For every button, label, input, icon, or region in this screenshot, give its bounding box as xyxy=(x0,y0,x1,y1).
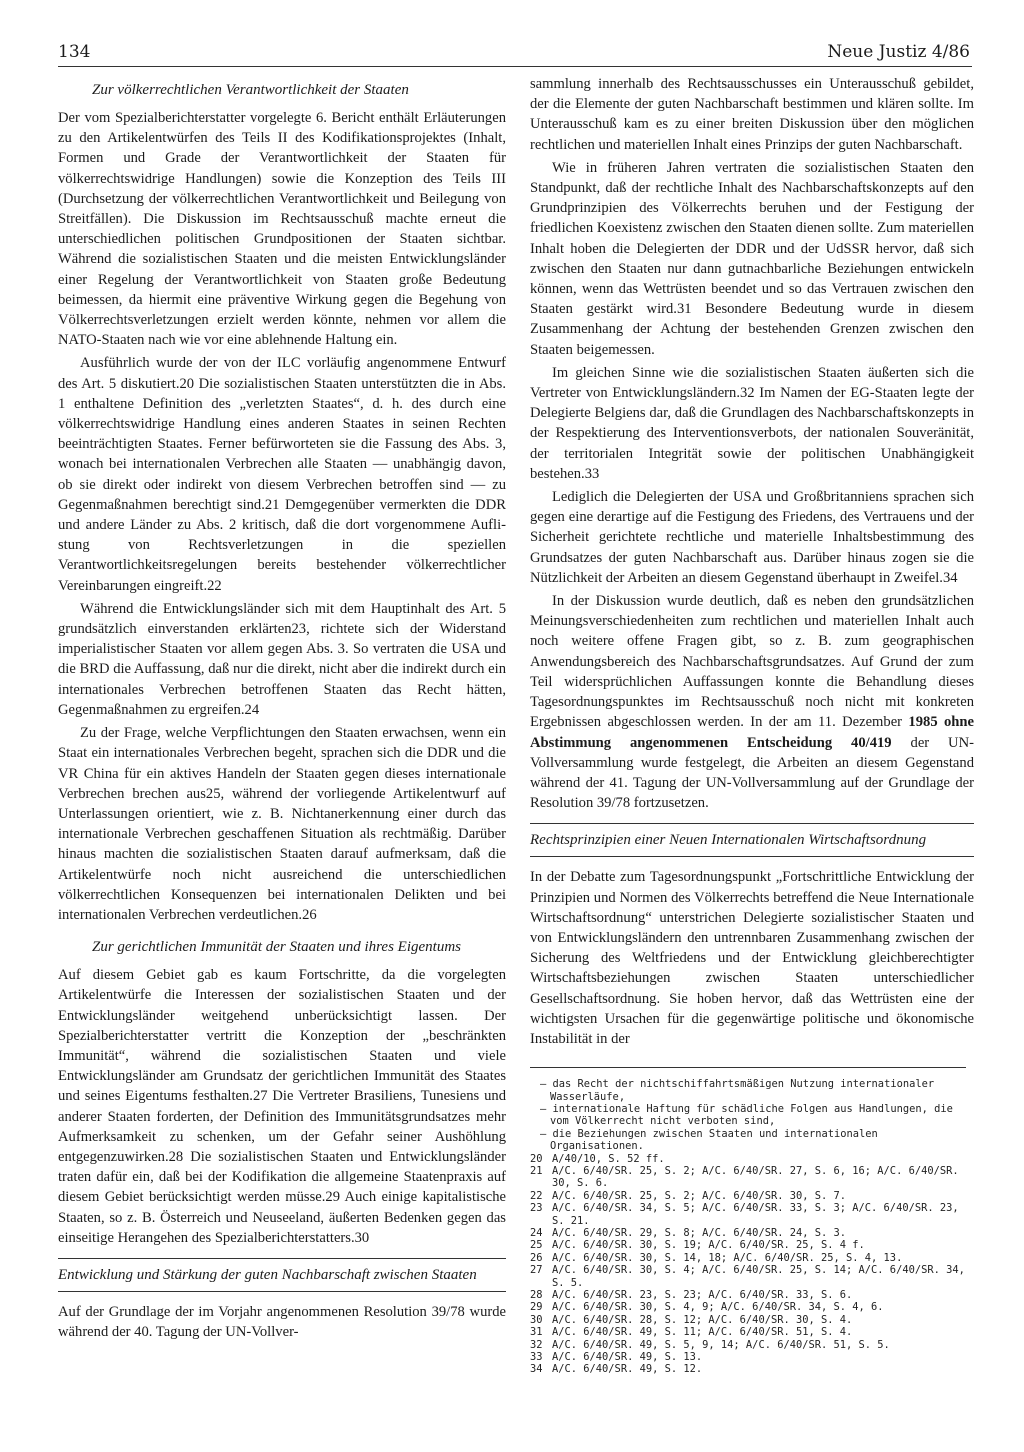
paragraph xyxy=(530,591,974,813)
paragraph: Zu der Frage, welche Verpflichtungen den Staaten erwachsen, wenn ein Staat ein internationales Verbrechen begeht, sprachen sich die DDR und die VR China für ein aktives Handeln der Staaten gegen dieses internationale Verbrechen brechen aus25, während der vorliegende Artikelentwurf auf Unterlassungen orientiert, wie z. B. Nichtanerkennung einer durch das internationale Verbrechen geschaffenen Situation als rechtmäßig. Darüber hinaus machten die sozialistischen Staaten darauf aufmerksam, daß die Artikelentwürfe noch nicht ausreichend die unterschiedlichen völkerrechtlichen Konsequenzen bei internationalen Delikten und bei internationalen Verbrechen verdeutlichen.26 xyxy=(58,725,506,923)
section-heading-immunity: Zur gerichtlichen Immunität der Staaten und ihres Eigentums xyxy=(92,939,461,956)
footnote-dash-item: — die Beziehungen zwischen Staaten und internationalen Organisationen. xyxy=(540,1127,878,1153)
footnote-number: 30 xyxy=(530,1313,543,1326)
footnote xyxy=(530,1153,974,1165)
footnote xyxy=(530,1227,974,1239)
paragraph-text: In der Diskussion wurde deutlich, daß es neben den grundsätzlichen Meinungsverschiedenheiten zum rechtlichen und materiellen Inhalt auch noch weitere offene Fragen gibt, so z. B. zum geographischen Anwendungsbereich des Nachbarschaftsgrundsatzes. Auf Grund der zum Teil widersprüchlichen Auffassungen konnte die Behandlung dieses Tagesordnungspunktes im Rechtsausschuß noch nicht mit konkreten Ergebnissen abgeschlossen werden. In der am 11. Dezember xyxy=(530,593,974,731)
decision-reference: 1985 ohne Abstimmung angenommenen Entscheidung 40/419 xyxy=(530,714,974,751)
footnote-text: A/C. 6/40/SR. 49, S. 13. xyxy=(552,1351,703,1364)
footnote xyxy=(530,1202,974,1227)
footnote-number: 20 xyxy=(530,1152,543,1165)
page-number: 134 xyxy=(58,42,91,62)
footnote xyxy=(530,1339,974,1351)
footnote xyxy=(530,1252,974,1264)
footnote-text: A/C. 6/40/SR. 49, S. 12. xyxy=(552,1363,703,1376)
footnote xyxy=(530,1301,974,1313)
footnote-text: A/C. 6/40/SR. 25, S. 2; A/C. 6/40/SR. 27, S. 6, 16; A/C. 6/40/SR. 30, S. 6. xyxy=(552,1164,959,1190)
footnote-text: A/C. 6/40/SR. 30, S. 4, 9; A/C. 6/40/SR. 34, S. 4, 6. xyxy=(552,1301,884,1314)
footnote-number: 22 xyxy=(530,1189,543,1202)
footnote-number: 23 xyxy=(530,1202,543,1215)
footnote-text: A/C. 6/40/SR. 28, S. 12; A/C. 6/40/SR. 30, S. 4. xyxy=(552,1313,853,1326)
paragraph: sammlung innerhalb des Rechtsausschusses ein Unterausschuß gebildet, der die Elemente der guten Nachbarschaft bestimmen und klären sollte. Im Unterausschuß kam es zu einer breiten Diskussion über den möglichen rechtlichen und materiellen Inhalt eines Prinzips der guten Nachbarschaft. xyxy=(530,76,974,153)
footnote xyxy=(530,1264,974,1289)
footnote-dash-item: — internationale Haftung für schädliche Folgen aus Handlungen, die vom Völkerrecht nicht verboten sind, xyxy=(540,1102,953,1128)
section-heading-responsibility: Zur völkerrechtlichen Verantwortlichkeit der Staaten xyxy=(92,82,409,98)
footnote-text: A/C. 6/40/SR. 25, S. 2; A/C. 6/40/SR. 30, S. 7. xyxy=(552,1189,847,1202)
footnote-number: 28 xyxy=(530,1289,543,1302)
footnote-number: 31 xyxy=(530,1326,543,1339)
footnote-text: A/C. 6/40/SR. 34, S. 5; A/C. 6/40/SR. 33, S. 3; A/C. 6/40/SR. 23, S. 21. xyxy=(552,1202,959,1227)
paragraph-text: der UN-Vollversammlung wurde festgelegt, die Arbeiten an diesem Gegenstand während der 41. Tagung der UN-Vollversammlung auf der Grundlage der Resolution 39/78 fortzusetzen. xyxy=(530,734,974,812)
footnote-rule xyxy=(530,1067,966,1068)
footnote xyxy=(530,1326,974,1338)
paragraph: Der vom Spezialberichterstatter vorgelegte 6. Bericht enthält Erläuterungen zu den Artikelentwürfen des Teils II des Kodifikationsprojektes (Inhalt, Formen und Grade der Verantwortlichkeit der Staaten für völkerrechtswidrige Handlungen) sowie die Konzeption des Teils III (Durchsetzung der völkerrechtlichen Verantwortlichkeit und Beilegung von Streitfällen). Die Diskussion im Rechtsausschuß machte erneut die unterschiedlichen politischen Grundpositionen der Staaten sichtbar. Während die sozialistischen Staaten und die meisten Entwicklungsländer einer Regelung der Verantwortlichkeit von Staaten große Bedeutung beimessen, da hiermit eine präventive Wirkung gegen die Begehung von Völkerrechtsverletzungen erzielt werden könnte, nehmen vor allem die NATO-Staaten nach wie vor eine ablehnende Haltung ein. xyxy=(58,110,506,349)
section-box-economic-order xyxy=(530,823,974,857)
footnote-number: 21 xyxy=(530,1164,543,1177)
footnote-number: 25 xyxy=(530,1239,543,1252)
section-heading-economic-order: Rechtsprinzipien einer Neuen Internationalen Wirtschaftsordnung xyxy=(530,832,927,849)
footnotes xyxy=(530,1078,974,1376)
footnote xyxy=(530,1363,974,1375)
footnote-text: A/C. 6/40/SR. 30, S. 19; A/C. 6/40/SR. 25, S. 4 f. xyxy=(552,1239,865,1252)
publication-title: Neue Justiz 4/86 xyxy=(827,42,970,62)
left-column xyxy=(58,74,506,1342)
paragraph: Auf der Grundlage der im Vorjahr angenommenen Resolution 39/78 wurde während der 40. Tagung der UN-Vollver- xyxy=(58,1303,506,1341)
paragraph: Lediglich die Delegierten der USA und Großbritanniens sprachen sich gegen eine derartige auf die Festigung des Friedens, des Vertrauens und der Sicherheit gerichtete rechtliche und materielle Inhaltsbestimmung des Grundsatzes der guten Nachbarschaft aus. Darüber hinaus zogen sie die Nützlichkeit der Arbeiten an diesem Gegenstand überhaupt in Zweifel.34 xyxy=(530,489,974,586)
footnote-dash-item: — das Recht der nichtschiffahrtsmäßigen Nutzung internationaler Wasserläufe, xyxy=(540,1078,935,1103)
paragraph: In der Debatte zum Tagesordnungspunkt „Fortschrittliche Entwicklung der Prinzipien und Normen des Völkerrechts betreffend die Neue Internationale Wirtschaftsordnung“ unterstrichen Delegierte sozialistischer Staaten und von Entwicklungsländern den untrennbaren Zusammenhang zwischen der Sicherung des Weltfriedens und der Entwicklung gleichberechtigter Wirtschaftsbeziehungen zwischen Staaten unterschiedlicher Gesellschaftsordnung. Sie hoben hervor, daß das Wettrüsten eine der wichtigsten Ursachen für die gegenwärtige politische und ökonomische Instabilität in der xyxy=(530,869,974,1047)
section-heading-neighbourhood: Entwicklung und Stärkung der guten Nachbarschaft zwischen Staaten xyxy=(58,1266,477,1283)
footnote xyxy=(530,1351,974,1363)
footnote xyxy=(530,1190,974,1202)
footnote-text: A/C. 6/40/SR. 49, S. 5, 9, 14; A/C. 6/40/SR. 51, S. 5. xyxy=(552,1338,890,1351)
footnote xyxy=(530,1165,974,1190)
paragraph: Während die Entwicklungsländer sich mit dem Hauptinhalt des Art. 5 grundsätzlich einverstanden erklärten23, richtete sich der Widerstand imperialistischer Staaten vor allem gegen Abs. 3. So vertraten die USA und die BRD die Auffassung, daß nur die direkt, nicht aber die indirekt durch ein internationales Verbrechen betroffenen Staaten das Recht hätten, Gegenmaßnahmen zu ergreifen.24 xyxy=(58,600,506,718)
footnote xyxy=(530,1239,974,1251)
footnote-text: A/C. 6/40/SR. 49, S. 11; A/C. 6/40/SR. 51, S. 4. xyxy=(552,1326,853,1339)
footnote xyxy=(530,1289,974,1301)
paragraph: Auf diesem Gebiet gab es kaum Fortschritte, da die vorgelegten Artikelentwürfe die Interessen der sozialistischen Staaten und der Entwicklungsländer weitgehend unberücksichtigt lassen. Der Spezialberichterstatter vertritt die Konzeption der „beschränkten Immunität“, während die sozialistischen Staaten und viele Entwicklungsländer am Grundsatz der gerichtlichen Immunität des Staates und seines Eigentums festhalten.27 Die Vertreter Brasiliens, Tunesiens und anderer Staaten forderten, der Definition des Immunitätsgrundsatzes mehr Aufmerksamkeit zu schenken, um der Gefahr seiner Aushöhlung entgegenzuwirken.28 Die sozialistischen Staaten und Entwicklungsländer traten dafür ein, daß bei der Kodifikation die allgemeine Staatenpraxis auf diesem Gebiet berücksichtigt werden müsse.29 Auch einige kapitalistische Staaten, so z. B. Österreich und Neuseeland, äußerten Bedenken gegen das einseitige Herangehen des Spezialberichterstatters.30 xyxy=(58,967,506,1246)
footnote-number: 29 xyxy=(530,1301,543,1314)
footnote-number: 33 xyxy=(530,1351,543,1364)
right-column xyxy=(530,74,974,1376)
footnote-text: A/C. 6/40/SR. 29, S. 8; A/C. 6/40/SR. 24, S. 3. xyxy=(552,1227,847,1240)
footnote-number: 27 xyxy=(530,1264,543,1277)
section-box-neighbourhood xyxy=(58,1258,506,1292)
paragraph: Ausführlich wurde der von der ILC vorläufig angenommene Entwurf des Art. 5 diskutiert.20 Die sozialistischen Staaten unterstützten die in Abs. 1 enthaltene Definition des „verletzten Staates“, d. h. des durch eine völkerrechtswidrige Handlung eines anderen Staates in seinen Rechten beeinträchtigten Staates. Ferner befürworteten sie die Fassung des Abs. 3, wonach bei internationalen Verbrechen alle Staaten — unabhängig davon, ob sie direkt oder indirekt von diesem Verbrechen betroffen sind — zu Gegenmaßnahmen berechtigt sind.21 Demgegenüber vermerkten die DDR und andere Länder zu Abs. 2 kritisch, daß die dort vorgenommene Aufli-stung von Rechtsverletzungen in die speziellen Verantwortlichkeitsregelungen bereits bestehender völkerrechtlicher Vereinbarungen eingreift.22 xyxy=(58,355,506,594)
footnote-number: 24 xyxy=(530,1227,543,1240)
header-rule xyxy=(58,66,972,67)
footnote-text: A/C. 6/40/SR. 30, S. 4; A/C. 6/40/SR. 25, S. 14; A/C. 6/40/SR. 34, S. 5. xyxy=(552,1264,965,1289)
footnote-text: A/40/10, S. 52 ff. xyxy=(552,1152,665,1165)
footnote xyxy=(530,1314,974,1326)
paragraph: Im gleichen Sinne wie die sozialistischen Staaten äußerten sich die Vertreter von Entwicklungsländern.32 Im Namen der EG-Staaten legte der Delegierte Belgiens dar, daß die Grundlagen des Nachbarschaftskonzepts in der Respektierung des Interventionsverbots, der nationalen Souveränität, der territorialen Integrität sowie der politischen Unabhängigkeit bestehen.33 xyxy=(530,364,974,482)
footnote-number: 34 xyxy=(530,1363,543,1376)
paragraph: Wie in früheren Jahren vertraten die sozialistischen Staaten den Standpunkt, daß der rechtliche Inhalt des Nachbarschaftskonzepts auf den Grundprinzipien des Völkerrechts beruhen und der Festigung der friedlichen Koexistenz zwischen den Staaten dienen sollte. Zum materiellen Inhalt hoben die Delegierten der DDR und der UdSSR hervor, daß sich zwischen den Staaten nur dann gutnachbarliche Beziehungen entwickeln können, wenn das Wettrüsten beendet und so das Vertrauen zwischen den Staaten gestärkt wird.31 Besondere Bedeutung wurde in diesem Zusammenhang der Achtung der bestehenden Grenzen zwischen den Staaten beigemessen. xyxy=(530,159,974,358)
footnote-number: 32 xyxy=(530,1338,543,1351)
footnote-number: 26 xyxy=(530,1251,543,1264)
footnote-text: A/C. 6/40/SR. 23, S. 23; A/C. 6/40/SR. 33, S. 6. xyxy=(552,1289,853,1302)
footnote-text: A/C. 6/40/SR. 30, S. 14, 18; A/C. 6/40/SR. 25, S. 4, 13. xyxy=(552,1251,903,1264)
